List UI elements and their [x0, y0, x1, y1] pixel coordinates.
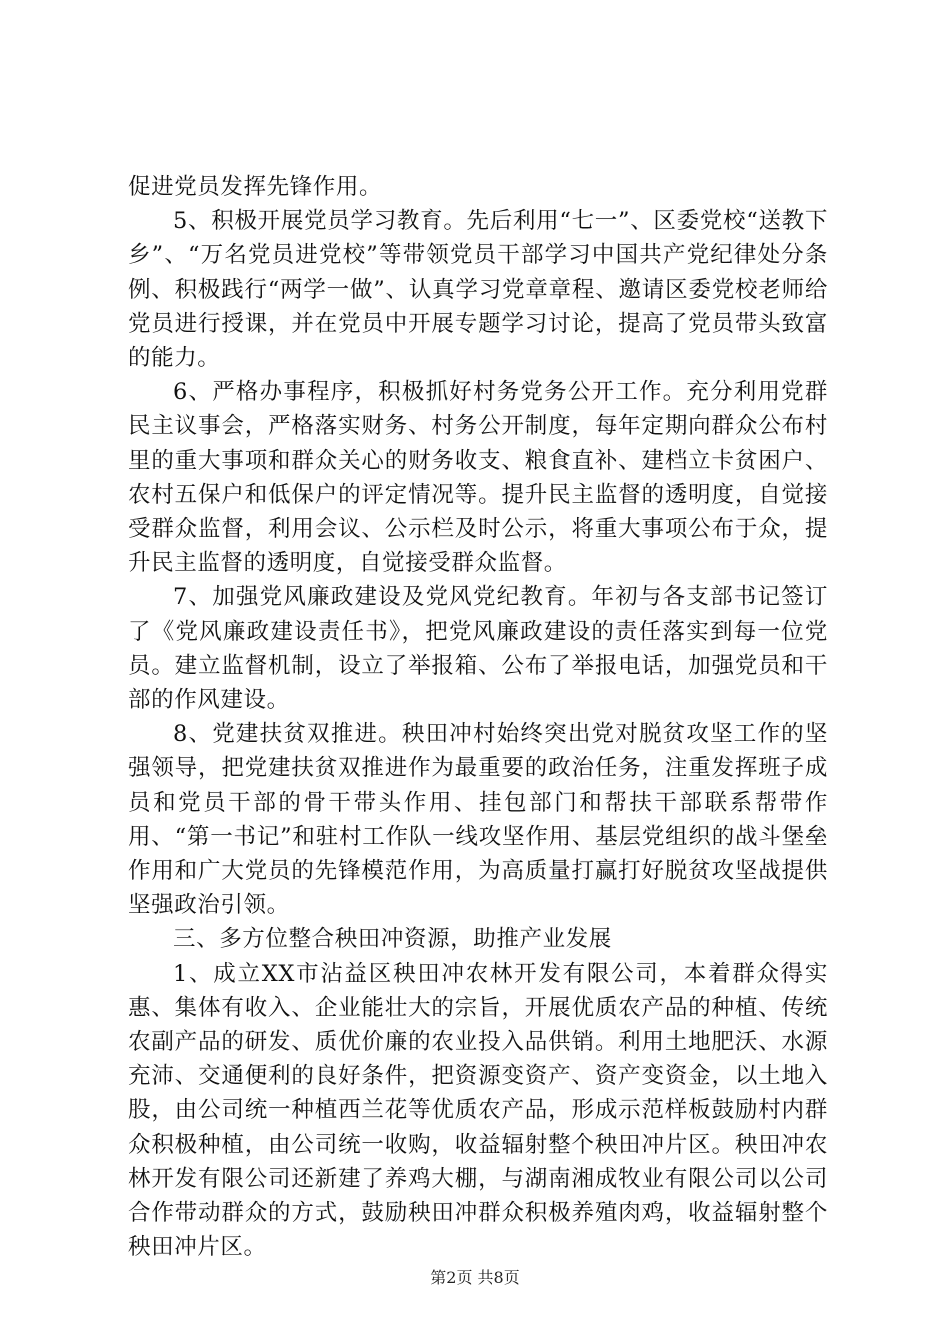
- paragraph-item-1: 1、成立XX市沾益区秧田冲农林开发有限公司，本着群众得实惠、集体有收入、企业能壮大的宗旨，开展优质农产品的种植、传统农副产品的研发、质优价廉的农业投入品供销。利用土地肥沃、水源充沛、交通便利的良好条件，把资源变资产、资产变资金，以土地入股，由公司统一种植西兰花等优质农产品，形成示范样板鼓励村内群众积极种植，由公司统一收购，收益辐射整个秧田冲片区。秧田冲农林开发有限公司还新建了养鸡大棚，与湖南湘成牧业有限公司以公司合作带动群众的方式，鼓励秧田冲群众积极养殖肉鸡，收益辐射整个秧田冲片区。: [128, 960, 828, 1261]
- paragraph-item-7: 7、加强党风廉政建设及党风党纪教育。年初与各支部书记签订了《党风廉政建设责任书》，把党风廉政建设的责任落实到每一位党员。建立监督机制，设立了举报箱、公布了举报电话，加强党员和干部的作风建设。: [128, 584, 828, 714]
- paragraph-item-6: 6、严格办事程序，积极抓好村务党务公开工作。充分利用党群民主议事会，严格落实财务、村务公开制度，每年定期向群众公布村里的重大事项和群众关心的财务收支、粮食直补、建档立卡贫困户、农村五保户和低保户的评定情况等。提升民主监督的透明度，自觉接受群众监督，利用会议、公示栏及时公示，将重大事项公布于众，提升民主监督的透明度，自觉接受群众监督。: [128, 379, 828, 577]
- section-heading-3: 三、多方位整合秧田冲资源，助推产业发展: [173, 926, 612, 953]
- paragraph-item-5: 5、积极开展党员学习教育。先后利用“七一”、区委党校“送教下乡”、“万名党员进党校”等带领党员干部学习中国共产党纪律处分条例、积极践行“两学一做”、认真学习党章章程、邀请区委党校老师给党员进行授课，并在党员中开展专题学习讨论，提高了党员带头致富的能力。: [128, 208, 828, 372]
- page-number-footer: 第2页 共8页: [430, 1268, 520, 1287]
- document-body: [128, 170, 828, 1265]
- paragraph-continuation: 促进党员发挥先锋作用。: [128, 174, 383, 200]
- paragraph-item-8: 8、党建扶贫双推进。秧田冲村始终突出党对脱贫攻坚工作的坚强领导，把党建扶贫双推进作为最重要的政治任务，注重发挥班子成员和党员干部的骨干带头作用、挂包部门和帮扶干部联系帮带作用、“第一书记”和驻村工作队一线攻坚作用、基层党组织的战斗堡垒作用和广大党员的先锋模范作用，为高质量打赢打好脱贫攻坚战提供坚强政治引领。: [128, 721, 828, 919]
